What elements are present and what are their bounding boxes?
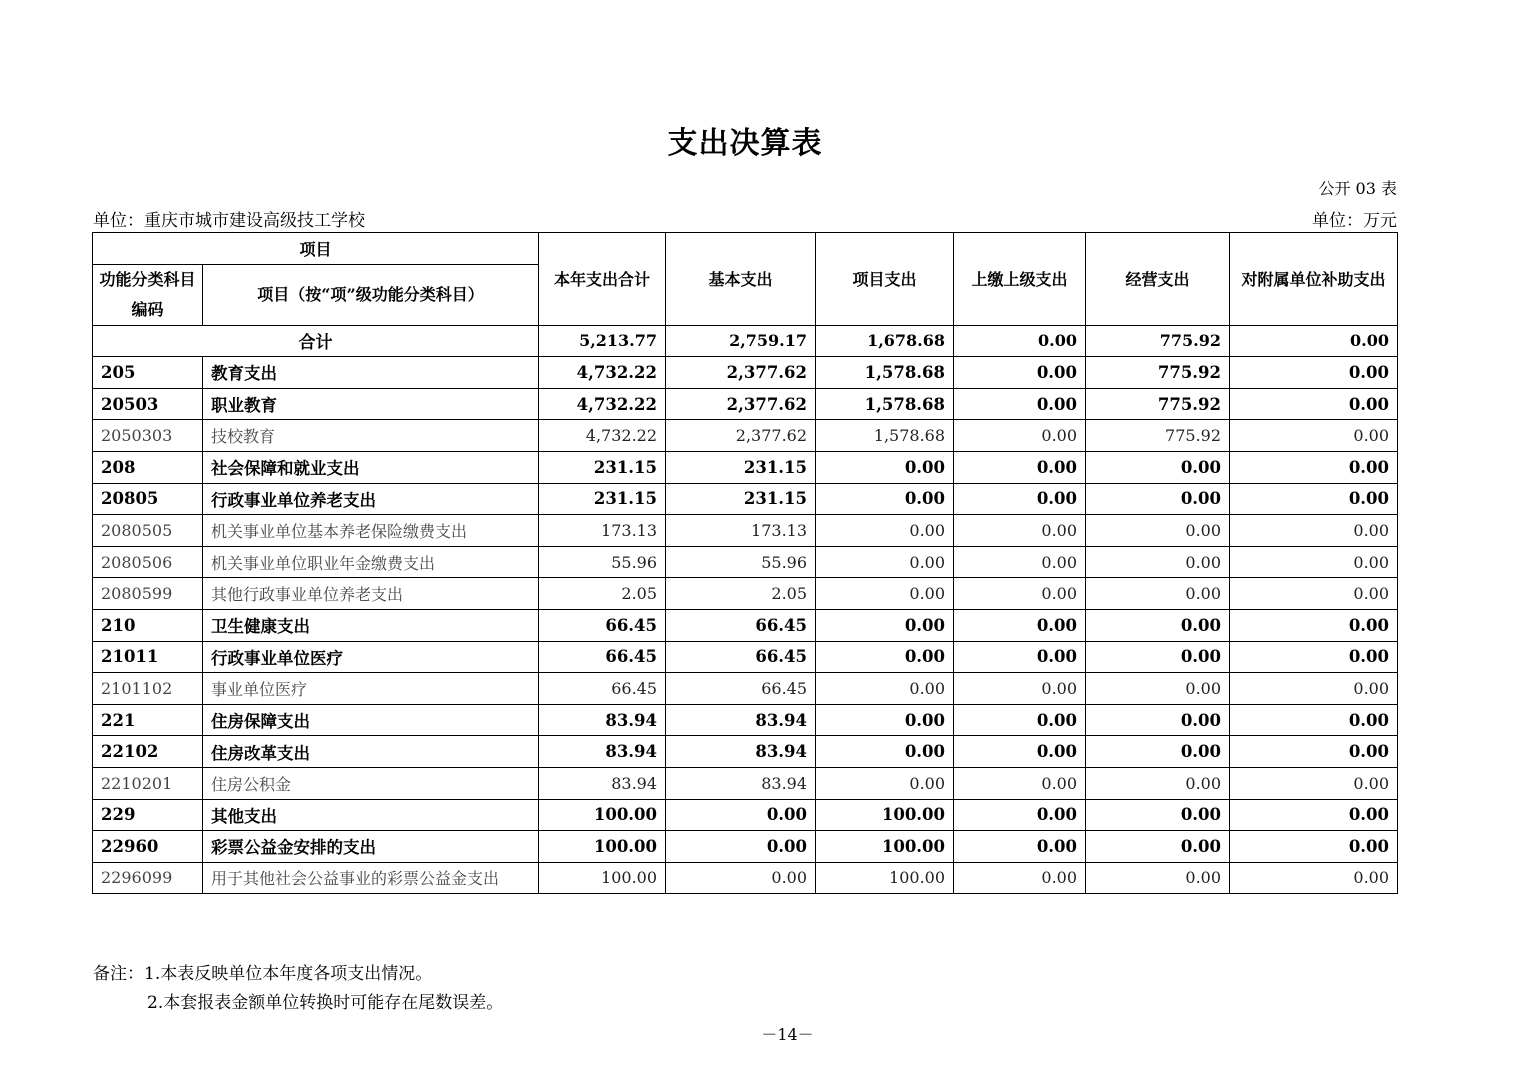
table-row: [93, 831, 1398, 863]
row-value: 0.00: [954, 704, 1086, 736]
row-value: 173.13: [666, 515, 816, 547]
table-row: [93, 736, 1398, 768]
row-value: 0.00: [1230, 451, 1398, 483]
row-value: 1,578.68: [816, 388, 954, 420]
table-row: [93, 546, 1398, 578]
row-name: 住房保障支出: [203, 704, 539, 736]
row-value: 0.00: [1230, 388, 1398, 420]
table-body: [93, 325, 1398, 894]
row-value: 775.92: [1086, 420, 1230, 452]
row-value: 0.00: [816, 641, 954, 673]
header-code: 功能分类科目编码: [93, 264, 203, 325]
row-value: 4,732.22: [539, 357, 666, 389]
header-item: 项目支出: [816, 233, 954, 326]
currency-unit: 单位：万元: [1312, 211, 1397, 231]
row-value: 0.00: [954, 673, 1086, 705]
table-row: [93, 451, 1398, 483]
header-total: 本年支出合计: [539, 233, 666, 326]
row-value: 0.00: [1086, 736, 1230, 768]
row-value: 0.00: [954, 609, 1086, 641]
row-value: 100.00: [539, 799, 666, 831]
header-upper: 上缴上级支出: [954, 233, 1086, 326]
row-value: 0.00: [666, 862, 816, 894]
row-value: 0.00: [816, 483, 954, 515]
table-row: [93, 641, 1398, 673]
row-value: 0.00: [1086, 831, 1230, 863]
row-value: 0.00: [1230, 546, 1398, 578]
row-value: 66.45: [539, 641, 666, 673]
row-name: 行政事业单位医疗: [203, 641, 539, 673]
row-value: 0.00: [1230, 862, 1398, 894]
row-code: 20805: [93, 483, 203, 515]
table-row: [93, 767, 1398, 799]
row-value: 0.00: [1230, 483, 1398, 515]
row-value: 0.00: [1086, 578, 1230, 610]
row-value: 66.45: [539, 609, 666, 641]
row-value: 0.00: [1086, 862, 1230, 894]
header-project: 项目: [93, 233, 539, 265]
row-value: 66.45: [666, 641, 816, 673]
row-value: 83.94: [666, 767, 816, 799]
row-value: 100.00: [816, 831, 954, 863]
table-row: [93, 515, 1398, 547]
total-label: 合计: [93, 325, 539, 357]
row-value: 0.00: [954, 483, 1086, 515]
row-value: 775.92: [1086, 357, 1230, 389]
row-value: 0.00: [1230, 736, 1398, 768]
note-2: 2.本套报表金额单位转换时可能存在尾数误差。: [147, 993, 504, 1013]
row-value: 2.05: [539, 578, 666, 610]
note-1: 备注：1.本表反映单位本年度各项支出情况。: [93, 964, 433, 984]
row-code: 2101102: [93, 673, 203, 705]
row-name: 技校教育: [203, 420, 539, 452]
total-value: 5,213.77: [539, 325, 666, 357]
table-row: [93, 862, 1398, 894]
row-value: 2,377.62: [666, 357, 816, 389]
row-value: 0.00: [1230, 799, 1398, 831]
row-value: 55.96: [539, 546, 666, 578]
row-name: 事业单位医疗: [203, 673, 539, 705]
row-value: 0.00: [816, 704, 954, 736]
row-code: 205: [93, 357, 203, 389]
row-value: 0.00: [1230, 357, 1398, 389]
row-name: 机关事业单位基本养老保险缴费支出: [203, 515, 539, 547]
row-value: 0.00: [1230, 420, 1398, 452]
row-value: 4,732.22: [539, 420, 666, 452]
row-value: 0.00: [1086, 515, 1230, 547]
row-value: 0.00: [954, 451, 1086, 483]
header-basic: 基本支出: [666, 233, 816, 326]
total-value: 775.92: [1086, 325, 1230, 357]
row-name: 机关事业单位职业年金缴费支出: [203, 546, 539, 578]
row-value: 83.94: [539, 704, 666, 736]
row-value: 0.00: [954, 515, 1086, 547]
row-value: 0.00: [954, 357, 1086, 389]
row-value: 0.00: [1086, 483, 1230, 515]
total-row: [93, 325, 1398, 357]
total-value: 0.00: [954, 325, 1086, 357]
row-value: 0.00: [954, 641, 1086, 673]
row-value: 0.00: [954, 767, 1086, 799]
row-value: 83.94: [539, 767, 666, 799]
row-value: 231.15: [539, 451, 666, 483]
row-value: 83.94: [666, 736, 816, 768]
row-value: 0.00: [954, 420, 1086, 452]
table-row: [93, 357, 1398, 389]
row-name: 社会保障和就业支出: [203, 451, 539, 483]
row-code: 210: [93, 609, 203, 641]
row-value: 83.94: [539, 736, 666, 768]
row-name: 职业教育: [203, 388, 539, 420]
row-value: 0.00: [954, 578, 1086, 610]
row-value: 100.00: [816, 799, 954, 831]
row-value: 0.00: [666, 799, 816, 831]
row-name: 其他支出: [203, 799, 539, 831]
row-code: 2296099: [93, 862, 203, 894]
table-row: [93, 799, 1398, 831]
row-value: 0.00: [954, 862, 1086, 894]
row-value: 0.00: [1230, 515, 1398, 547]
page-number: －14－: [761, 1025, 814, 1044]
row-code: 2080506: [93, 546, 203, 578]
row-value: 0.00: [816, 451, 954, 483]
total-value: 2,759.17: [666, 325, 816, 357]
row-value: 1,578.68: [816, 357, 954, 389]
row-value: 83.94: [666, 704, 816, 736]
row-value: 2,377.62: [666, 388, 816, 420]
row-value: 0.00: [1230, 767, 1398, 799]
row-value: 0.00: [1230, 831, 1398, 863]
row-value: 0.00: [1230, 578, 1398, 610]
row-code: 21011: [93, 641, 203, 673]
row-value: 231.15: [666, 451, 816, 483]
row-value: 2.05: [666, 578, 816, 610]
row-code: 2080505: [93, 515, 203, 547]
total-value: 0.00: [1230, 325, 1398, 357]
row-name: 卫生健康支出: [203, 609, 539, 641]
notes: [93, 960, 503, 1018]
row-value: 100.00: [539, 862, 666, 894]
table-row: [93, 704, 1398, 736]
header-business: 经营支出: [1086, 233, 1230, 326]
table-row: [93, 388, 1398, 420]
row-value: 55.96: [666, 546, 816, 578]
row-value: 0.00: [1086, 673, 1230, 705]
row-name: 行政事业单位养老支出: [203, 483, 539, 515]
row-value: 0.00: [1230, 609, 1398, 641]
header-subsidy: 对附属单位补助支出: [1230, 233, 1398, 326]
row-value: 0.00: [666, 831, 816, 863]
row-value: 0.00: [954, 388, 1086, 420]
row-value: 4,732.22: [539, 388, 666, 420]
row-value: 100.00: [816, 862, 954, 894]
row-value: 231.15: [666, 483, 816, 515]
row-code: 221: [93, 704, 203, 736]
row-code: 229: [93, 799, 203, 831]
row-value: 0.00: [816, 515, 954, 547]
row-code: 22102: [93, 736, 203, 768]
expenditure-table: [92, 232, 1398, 894]
row-name: 其他行政事业单位养老支出: [203, 578, 539, 610]
row-value: 1,578.68: [816, 420, 954, 452]
row-value: 0.00: [816, 736, 954, 768]
header-name: 项目（按“项”级功能分类科目）: [203, 264, 539, 325]
row-value: 0.00: [816, 767, 954, 799]
row-value: 66.45: [539, 673, 666, 705]
row-value: 0.00: [1086, 609, 1230, 641]
row-value: 0.00: [1086, 767, 1230, 799]
row-value: 0.00: [954, 736, 1086, 768]
total-value: 1,678.68: [816, 325, 954, 357]
row-name: 住房改革支出: [203, 736, 539, 768]
row-value: 0.00: [954, 831, 1086, 863]
row-code: 2080599: [93, 578, 203, 610]
row-value: 0.00: [954, 546, 1086, 578]
row-value: 100.00: [539, 831, 666, 863]
row-value: 0.00: [1086, 451, 1230, 483]
row-value: 0.00: [954, 799, 1086, 831]
row-name: 用于其他社会公益事业的彩票公益金支出: [203, 862, 539, 894]
row-value: 0.00: [1086, 704, 1230, 736]
row-value: 231.15: [539, 483, 666, 515]
row-code: 208: [93, 451, 203, 483]
table-row: [93, 578, 1398, 610]
reporting-unit: 单位：重庆市城市建设高级技工学校: [93, 211, 365, 231]
row-code: 2210201: [93, 767, 203, 799]
row-value: 0.00: [816, 673, 954, 705]
row-value: 173.13: [539, 515, 666, 547]
table-row: [93, 609, 1398, 641]
row-name: 教育支出: [203, 357, 539, 389]
row-value: 66.45: [666, 673, 816, 705]
page-title: 支出决算表: [667, 126, 823, 161]
row-value: 2,377.62: [666, 420, 816, 452]
row-value: 0.00: [1086, 546, 1230, 578]
row-value: 0.00: [1230, 704, 1398, 736]
table-row: [93, 483, 1398, 515]
row-value: 0.00: [1086, 641, 1230, 673]
row-code: 2050303: [93, 420, 203, 452]
row-value: 0.00: [816, 546, 954, 578]
row-name: 住房公积金: [203, 767, 539, 799]
row-value: 0.00: [1230, 641, 1398, 673]
row-value: 0.00: [1230, 673, 1398, 705]
row-code: 22960: [93, 831, 203, 863]
row-name: 彩票公益金安排的支出: [203, 831, 539, 863]
row-value: 0.00: [1086, 799, 1230, 831]
row-value: 0.00: [816, 578, 954, 610]
form-number: 公开 03 表: [1318, 179, 1397, 198]
row-value: 0.00: [816, 609, 954, 641]
header-row-top: [93, 233, 1398, 265]
row-value: 66.45: [666, 609, 816, 641]
row-code: 20503: [93, 388, 203, 420]
table-row: [93, 673, 1398, 705]
table-row: [93, 420, 1398, 452]
row-value: 775.92: [1086, 388, 1230, 420]
